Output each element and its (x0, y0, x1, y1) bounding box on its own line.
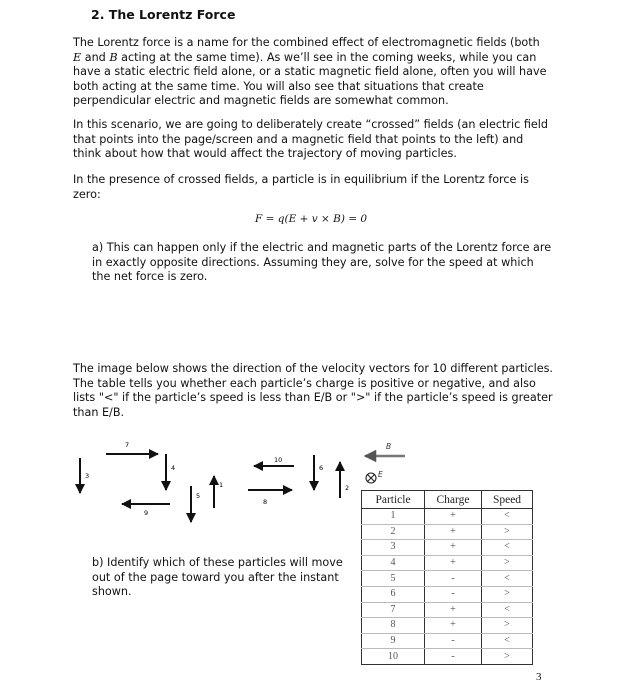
intro-and: and (84, 50, 106, 64)
charge-cell: - (425, 571, 482, 587)
table-row (362, 524, 533, 540)
section-title: 2. The Lorentz Force (91, 7, 236, 22)
speed-cell: < (482, 571, 533, 587)
charge-cell: + (425, 618, 482, 634)
field-direction-legend (360, 440, 415, 488)
charge-cell: + (425, 524, 482, 540)
particle-vector-1 (214, 476, 223, 508)
speed-cell: < (482, 509, 533, 525)
speed-cell: > (482, 618, 533, 634)
speed-cell: > (482, 586, 533, 602)
charge-cell: + (425, 540, 482, 556)
table-row (362, 586, 533, 602)
particle-vector-6 (314, 455, 323, 490)
question-a: a) This can happen only if the electric and magnetic parts of the Lorentz force are in exactly opposite directions. Assuming they are, solve for the speed at which the net force is zero. (92, 241, 552, 284)
e-field-label: E (378, 470, 383, 479)
table-row (362, 633, 533, 649)
particle-table (361, 490, 533, 665)
particle-cell: 3 (362, 540, 425, 556)
particle-cell: 4 (362, 555, 425, 571)
particle-label-8: 8 (263, 498, 268, 506)
particle-label-1: 1 (219, 481, 224, 489)
header-particle: Particle (362, 491, 425, 509)
equilibrium-paragraph: In the presence of crossed fields, a particle is in equilibrium if the Lorentz force is zero: (73, 173, 529, 201)
particle-vector-8 (248, 490, 292, 506)
particle-label-10: 10 (274, 456, 283, 464)
speed-cell: < (482, 633, 533, 649)
table-row (362, 571, 533, 587)
particle-cell: 2 (362, 524, 425, 540)
particle-cell: 7 (362, 602, 425, 618)
page-number: 3 (536, 671, 542, 683)
charge-cell: + (425, 509, 482, 525)
charge-cell: - (425, 633, 482, 649)
particle-label-7: 7 (125, 441, 130, 449)
particle-vector-9 (122, 504, 170, 517)
charge-cell: + (425, 602, 482, 618)
particle-vector-10 (254, 456, 294, 466)
table-row (362, 555, 533, 571)
particle-vector-5 (191, 486, 200, 522)
particle-vector-3 (80, 458, 89, 493)
scenario-paragraph: In this scenario, we are going to deliberately create “crossed” fields (an electric field that points into the page/screen and a magnetic field that points to the left) and think about how that would affect the trajectory of moving particles. (73, 118, 548, 161)
image-intro-paragraph: The image below shows the direction of the velocity vectors for 10 different particles. The table tells you whether each particle’s charge is positive or negative, and also lists "<" if the particle’s speed is less than E/B or ">" if the particle’s speed is greater than E/B. (73, 362, 553, 419)
particle-cell: 8 (362, 618, 425, 634)
particle-vector-4 (166, 454, 175, 490)
charge-cell: - (425, 586, 482, 602)
particle-cell: 5 (362, 571, 425, 587)
table-row (362, 618, 533, 634)
question-b: b) Identify which of these particles will move out of the page toward you after the instant shown. (92, 556, 343, 599)
table-row (362, 649, 533, 665)
b-field-label: B (386, 442, 392, 451)
intro-text-rest: acting at the same time). As we’ll see in the coming weeks, while you can have a static electric field alone, or a static magnetic field alone, often you will have both acting at the same time. You will also see that situations that create perpendicular electric and magnetic fields are somewhat common. (73, 50, 547, 108)
particle-label-2: 2 (345, 484, 350, 492)
speed-cell: > (482, 555, 533, 571)
intro-paragraph (73, 36, 553, 109)
velocity-vector-diagram (70, 438, 370, 533)
lorentz-equation: F = q(E + v × B) = 0 (255, 213, 368, 225)
header-speed: Speed (482, 491, 533, 509)
particle-cell: 10 (362, 649, 425, 665)
speed-cell: < (482, 602, 533, 618)
b-field-symbol: B (109, 50, 118, 64)
e-field-into-page-icon (366, 473, 376, 483)
charge-cell: + (425, 555, 482, 571)
particle-cell: 9 (362, 633, 425, 649)
particle-label-3: 3 (85, 472, 90, 480)
particle-cell: 6 (362, 586, 425, 602)
particle-label-5: 5 (196, 492, 201, 500)
table-row (362, 540, 533, 556)
particle-label-9: 9 (144, 509, 149, 517)
speed-cell: < (482, 540, 533, 556)
speed-cell: > (482, 524, 533, 540)
table-row (362, 602, 533, 618)
particle-label-4: 4 (171, 464, 176, 472)
particle-vector-7 (106, 441, 158, 454)
table-row (362, 509, 533, 525)
particle-vector-2 (340, 462, 349, 498)
table-header-row (362, 491, 533, 509)
e-field-symbol: E (73, 50, 82, 64)
intro-text-start: The Lorentz force is a name for the combined effect of electromagnetic fields (both (73, 36, 540, 49)
particle-cell: 1 (362, 509, 425, 525)
header-charge: Charge (425, 491, 482, 509)
particle-label-6: 6 (319, 464, 324, 472)
speed-cell: > (482, 649, 533, 665)
charge-cell: - (425, 649, 482, 665)
